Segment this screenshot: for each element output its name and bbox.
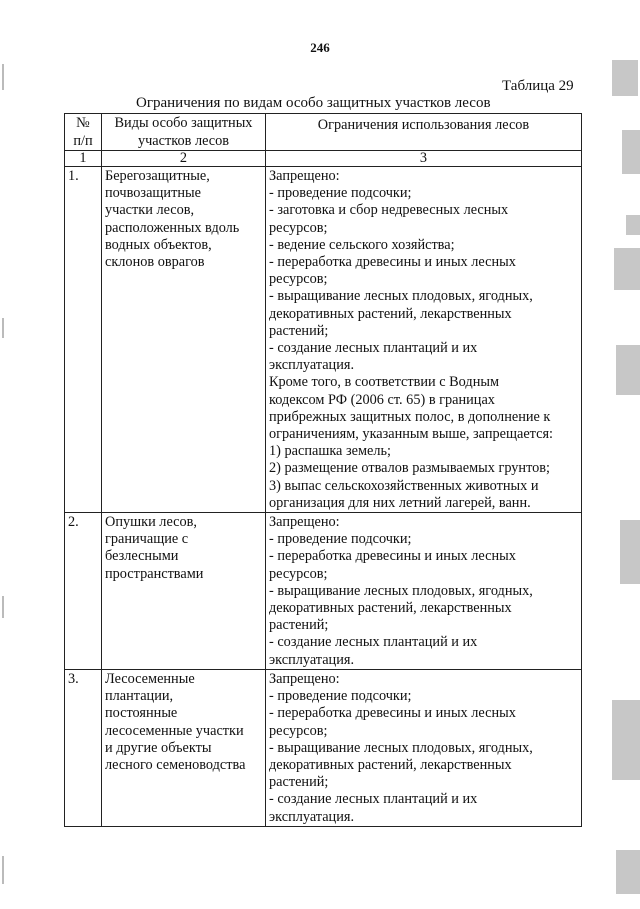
forest-area-type-cell [102,513,266,670]
restriction-line: декоративных растений, лекарственных [269,600,512,617]
area-type-line: постоянные [105,705,178,722]
scan-artifact [614,248,640,290]
header-number-line: п/п [73,133,93,149]
header-number-line: № [76,115,90,131]
restriction-line: Запрещено: [269,168,340,184]
restriction-line: ресурсов; [269,271,328,288]
restriction-line: организация для них летний лагерей, ванн. [269,494,531,511]
restriction-line: 2) размещение отвалов размываемых грунтов; [269,460,551,477]
scan-artifact [2,318,4,338]
table-label: Таблица 29 [502,78,574,94]
restriction-line: декоративных растений, лекарственных [269,305,512,322]
scan-artifact [620,520,640,584]
table-row [65,669,582,826]
restriction-line: - выращивание лесных плодовых, ягодных, [269,739,533,756]
restriction-line: - проведение подсочки; [269,531,412,548]
row-number-cell: 1. [65,167,102,513]
table-row [65,167,582,513]
table-title: Ограничения по видам особо защитных участков лесов [136,95,491,111]
restriction-line: ресурсов; [269,219,328,236]
scan-artifact [622,130,640,174]
forest-area-type-cell [102,167,266,513]
restriction-line: декоративных растений, лекарственных [269,756,512,773]
area-type-line: Опушки лесов, [105,514,197,531]
restriction-line: - выращивание лесных плодовых, ягодных, [269,288,533,305]
restriction-line: ресурсов; [269,722,328,739]
forest-area-type-cell [102,669,266,826]
restriction-line: - создание лесных плантаций и их [269,791,478,808]
area-type-line: участки лесов, [105,202,195,219]
restrictions-cell [266,513,582,670]
restrictions-table [64,113,582,827]
restriction-line: растений; [269,322,329,339]
restriction-line: - проведение подсочки; [269,688,412,705]
scan-artifact [2,856,4,884]
restriction-line: - переработка древесины и иных лесных [269,254,516,271]
restriction-line: - переработка древесины и иных лесных [269,548,516,565]
header-type-line: участков лесов [137,133,230,149]
area-type-line: лесосеменные участки [105,722,244,739]
header-type-cell [102,114,266,151]
restriction-line: 1) распашка земель; [269,443,391,460]
restriction-line: кодексом РФ (2006 ст. 65) в границах [269,391,495,408]
restriction-line: Запрещено: [269,670,340,687]
scan-artifact [616,345,640,395]
header-type-line: Виды особо защитных [114,115,253,131]
column-number: 2 [102,151,266,167]
area-type-line: лесного семеноводства [105,756,246,773]
restriction-line: - создание лесных плантаций и их [269,340,478,357]
restriction-line: прибрежных защитных полос, в дополнение к [269,408,551,425]
restriction-line: - создание лесных плантаций и их [269,634,478,651]
restriction-line: эксплуатация. [269,808,355,825]
restriction-line: растений; [269,617,329,634]
area-type-line: почвозащитные [105,185,201,202]
header-number-cell [65,114,102,151]
restriction-line: эксплуатация. [269,651,355,668]
area-type-line: пространствами [105,565,204,582]
scan-artifact [626,215,640,235]
scan-artifact [2,596,4,618]
row-number-cell: 3. [65,669,102,826]
area-type-line: Берегозащитные, [105,168,210,184]
restrictions-cell [266,167,582,513]
restriction-line: ресурсов; [269,565,328,582]
table-header-row [65,114,582,151]
scan-artifact [616,850,640,894]
area-type-line: безлесными [105,548,179,565]
area-type-line: водных объектов, [105,236,212,253]
restriction-line: растений; [269,774,329,791]
scan-artifact [612,700,640,780]
restriction-line: - заготовка и сбор недревесных лесных [269,202,509,219]
area-type-line: плантации, [105,688,174,705]
area-type-line: граничащие с [105,531,189,548]
restriction-line: 3) выпас сельскохозяйственных животных и [269,477,539,494]
area-type-line: Лесосеменные [105,670,195,687]
restrictions-cell [266,669,582,826]
row-number-cell: 2. [65,513,102,670]
restriction-line: Запрещено: [269,514,340,531]
restriction-line: - проведение подсочки; [269,185,412,202]
restriction-line: - переработка древесины и иных лесных [269,705,516,722]
scan-artifact [2,64,4,90]
area-type-line: склонов оврагов [105,254,205,271]
area-type-line: расположенных вдоль [105,219,240,236]
restriction-line: Кроме того, в соответствии с Водным [269,374,499,391]
restriction-line: - ведение сельского хозяйства; [269,236,455,253]
column-number: 1 [65,151,102,167]
restriction-line: ограничениям, указанным выше, запрещается: [269,426,553,443]
column-number: 3 [266,151,582,167]
table-row [65,513,582,670]
table-body [65,167,582,827]
header-restrictions-cell: Ограничения использования лесов [266,114,582,151]
area-type-line: и другие объекты [105,739,212,756]
restriction-line: - выращивание лесных плодовых, ягодных, [269,582,533,599]
page-number: 246 [310,40,330,55]
column-numbers-row [65,151,582,167]
scan-artifact [612,60,638,96]
restriction-line: эксплуатация. [269,357,355,374]
